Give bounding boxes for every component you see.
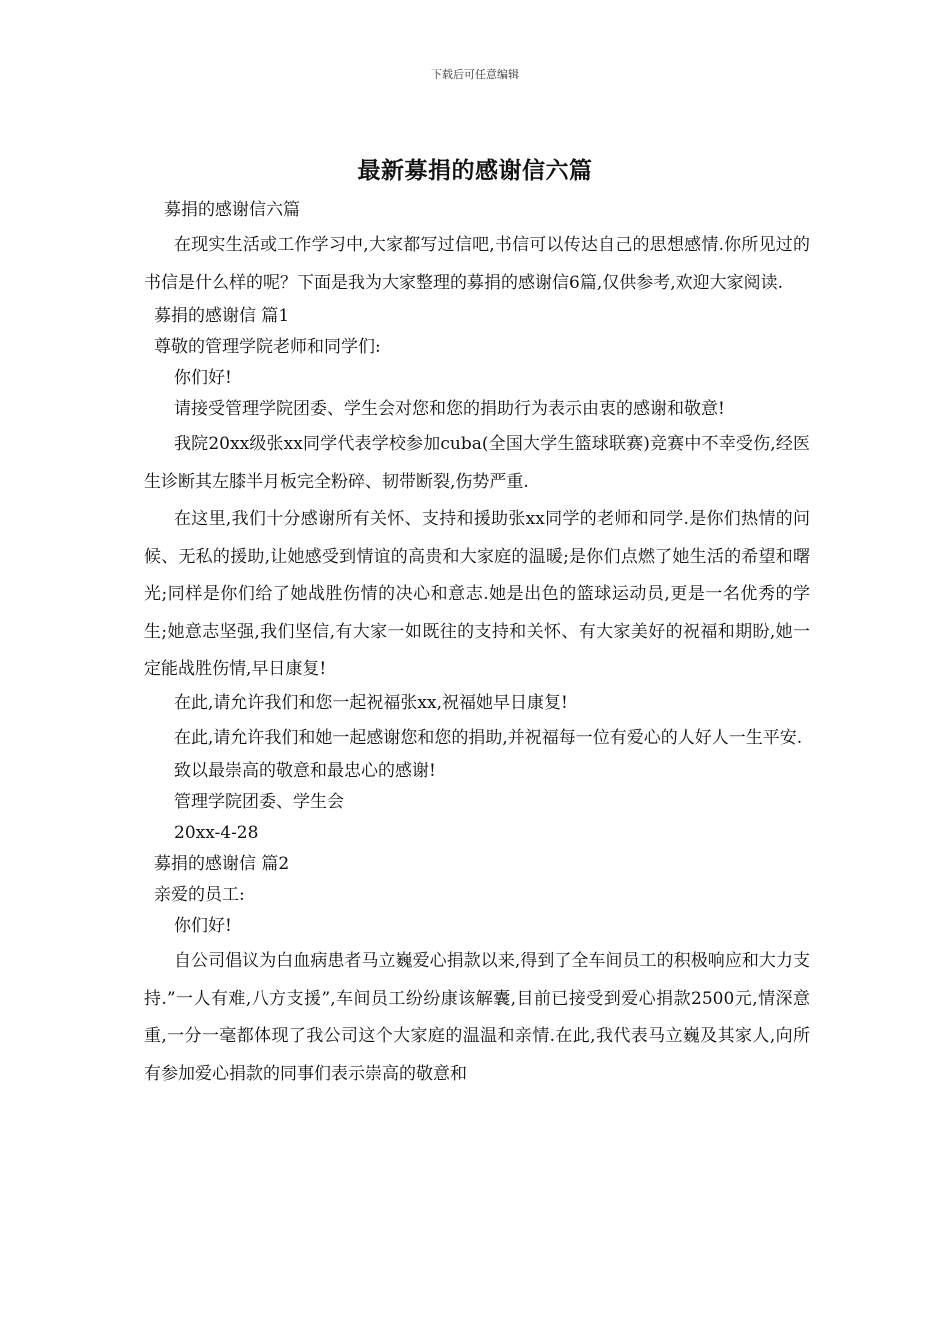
letter1-greeting: 你们好! <box>174 368 232 388</box>
letter1-paragraph-5: 在此,请允许我们和她一起感谢您和您的捐助,并祝福每一位有爱心的人好人一生平安. <box>174 727 803 748</box>
header-note: 下载后可任意编辑 <box>431 68 519 81</box>
letter1-paragraph-4: 在此,请允许我们和您一起祝福张xx,祝福她早日康复! <box>174 692 568 713</box>
letter2-paragraph-1: 自公司倡议为白血病患者马立巍爱心捐款以来,得到了全车间员工的积极响应和大力支持.”一人有难,八方支援”,车间员工纷纷康该解囊,目前已接受到爱心捐款2500元,情深意重,一分一毫都体现了我公司这个大家庭的温温和亲情.在此,我代表马立巍及其家人,向所有参加爱心捐款的同事们表示崇高的敬意和 <box>144 951 810 1084</box>
letter1-date: 20xx-4-28 <box>174 823 259 843</box>
letter2-heading: 募捐的感谢信 篇2 <box>154 854 290 874</box>
letter1-paragraph-1: 请接受管理学院团委、学生会对您和您的捐助行为表示由衷的感谢和敬意! <box>174 399 725 419</box>
letter1-paragraph-3: 在这里,我们十分感谢所有关怀、支持和援助张xx同学的老师和同学.是你们热情的问候、无私的援助,让她感受到情谊的高贵和大家庭的温暖;是你们点燃了她生活的希望和曙光;同样是你们给了她战胜伤情的决心和意志.她是出色的篮球运动员,更是一名优秀的学生;她意志坚强,我们坚信,有大家一如既往的支持和关怀、有大家美好的祝福和期盼,她一定能战胜伤情,早日康复! <box>144 509 810 679</box>
subtitle: 募捐的感谢信六篇 <box>164 200 300 220</box>
letter1-salutation: 尊敬的管理学院老师和同学们: <box>154 337 381 357</box>
document-title: 最新募捐的感谢信六篇 <box>357 157 593 184</box>
letter1-heading: 募捐的感谢信 篇1 <box>154 306 290 326</box>
letter1-signature: 管理学院团委、学生会 <box>174 792 344 812</box>
letter1-paragraph-6: 致以最崇高的敬意和最忠心的感谢! <box>174 761 436 781</box>
letter2-greeting: 你们好! <box>174 916 232 936</box>
intro-paragraph: 在现实生活或工作学习中,大家都写过信吧,书信可以传达自己的思想感情.你所见过的书信是什么样的呢？下面是我为大家整理的募捐的感谢信6篇,仅供参考,欢迎大家阅读. <box>144 235 810 293</box>
letter2-salutation: 亲爱的员工: <box>154 885 245 905</box>
letter1-paragraph-2: 我院20xx级张xx同学代表学校参加cuba(全国大学生篮球联赛)竞赛中不幸受伤,经医生诊断其左膝半月板完全粉碎、韧带断裂,伤势严重. <box>144 434 810 492</box>
document-body <box>144 196 810 1093</box>
